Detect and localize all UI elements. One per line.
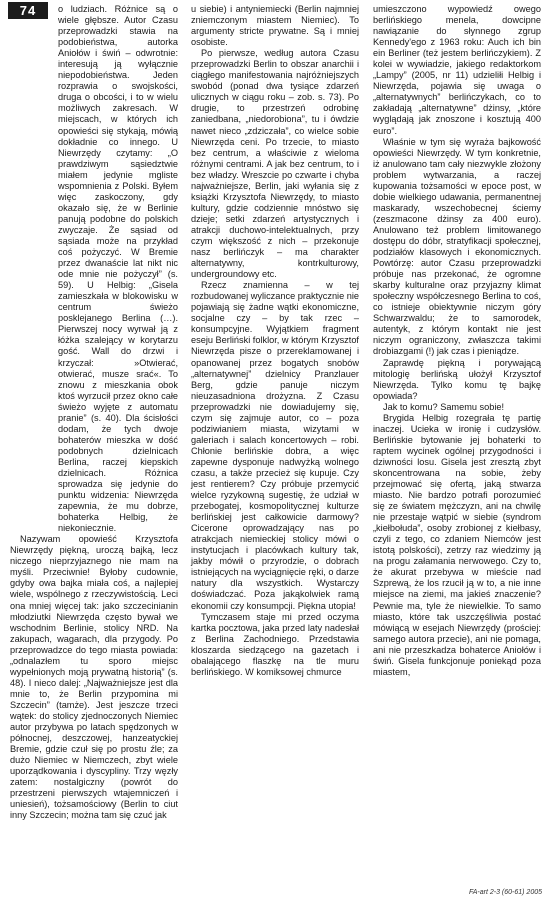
paragraph: Właśnie w tym się wyraża bajkowość opowieści Niewrzędy. W tym konkretnie, iż anulowano tam cały niezwykle złożony problem wytwarzania, a raczej kupowania tożsamości w epoce post, w dobie wielkiego udawania, permanentnej maskarady, wszechobecnej ściemy (zeszmacone dżinsy za 400 euro). Anulowano też problem limitowanego dostępu do dóbr, stratyfikacji społecznej, podziałów klasowych i ekonomicznych. Powtórzę: autor Czasu przeprowadzki próbuje nas przekonać, że ogromne skarby kulturalne oraz przyjazny klimat społeczny współczesnego Berlina to coś, co istnieje obiektywnie niczym góry Schwarzwaldu; że to samorodek, autentyk, z którym kontakt nie jest niczym ograniczony, zwłaszcza takimi drobiazgami (!) jak czas i pieniądze.: [373, 136, 541, 357]
paragraph: Rzecz znamienna – w tej rozbudowanej wyliczance praktycznie nie pojawiają się żadne wątki ekonomiczne, socjalne czy – by tak rzec – konsumpcyjne. Wyjątkiem fragment eseju Berliński folklor, w którym Krzysztof Niewrzęda pisze o przereklamowanej i opanowanej przez bogatych snobów „alternatywnej” dzielnicy Pranzlauer Berg, gdzie panuje niczym nieuzasadniona drożyzna. Z Czasu przeprowadzki nie dowiadujemy się, czym się zajmuje autor, co – poza podziwianiem miasta, wizytami w galeriach i salach koncertowych – robi. Chłonie berlińskie dobra, a więc zapewne dysponuje nadwyżką wolnego czasu, a także przecież się kupuje. Czy jest rentierem? Czy próbuje przemycić wielce ryzykowną sugestię, że udział w przebogatej, kosmopolitycznej kulturze berlińskiej jest całkowicie darmowy? Cicerone oprowadzający nas po atrakcjach niemieckiej stolicy mówi o instytucjach i placówkach kultury tak, jakby mówił o przyrodzie, o dobrach istniejących na wyciągnięcie ręki, o darze natury dla wszystkich. Wystarczy doświadczać. Poza jakąkolwiek ramą ekonomii czy konsumpcji. Piękna utopia!: [191, 280, 360, 611]
text-column-2: [191, 4, 359, 678]
page-number: 74: [8, 2, 48, 19]
paragraph: Brygida Helbig rozegrała tę partię inaczej. Ucieka w ironię i cudzysłów. Berlińskie bytowanie jej bohaterki to raptem wycinek ogólnej przygodności i dziwności losu. Gisela jest zresztą zbyt skoncentrowana na sobie, żeby przejmować się ofertą, jaką stwarza miasto. Nie bardzo potrafi porozumieć się ze światem mężczyzn, ani na chwilę nie przestaje wątpić w siebie (syndrom „kiełbołuda”, osoby zrobionej z kiełbasy, czyli z tego, co zdaniem Niemców jest istotą polskości), zetrzy raz wiedzimy ją na progu załamania nerwowego. Czy to, że akurat przebywa w mieście nad Szprewą, że los rzucił ją w to, a nie inne miejsce na ziemi, ma jakieś znaczenie? Pewnie ma, tyle że niewielkie. To samo miasto, które tak uszczęśliwia postać mówiącą w esejach Niewrzędy (prościej: samego autora przecie), ani nie pomaga, ani nie przeszkadza bohaterce Aniołów i świń. Gisela funkcjonuje poniekąd poza miastem,: [373, 412, 541, 677]
paragraph: Jak to komu? Samemu sobie!: [383, 401, 505, 412]
text-column-1: [10, 4, 178, 821]
paragraph: u siebie) i antyniemiecki (Berlin najmniej zniemczonym miastem Niemiec). To argumenty stricte prywatne. Są i mniej osobiste.: [191, 4, 359, 48]
paragraph: Po pierwsze, według autora Czasu przeprowadzki Berlin to obszar anarchii i ciągłego manifestowania najróżniejszych swobód (ponad dwa tysiące zdarzeń ulicznych w ciągu roku – zob. s. 73). Po drugie, to przestrzeń odrobinę zaniedbana, „niedorobiona”, tu i ówdzie nawet nieco „zdziczała”, co wielce sobie Niewrzęda ceni. Po trzecie, to miasto bez centrum, a właściwie z wieloma różnymi centrami. A jak bez centrum, to i bez władzy. Wreszcie po czwarte i chyba najważniejsze, Berlin, jaki wyłania się z książki Krzysztofa Niewrzędy, to miasto kultury, gdzie codziennie mnóstwo się dzieje; setki zdarzeń artystycznych i atrakcji duchowo-intelektualnych, przy czym większość z nich – przekonuje nasz berlińczyk – ma charakter alternatywny, kontrkulturowy, undergroundowy etc.: [191, 48, 359, 280]
paragraph: Zaprawdę piękną i porywającą mitologię berlińską ułożył Krzysztof Niewrzęda. Tylko komu tę bajkę opowiada?: [373, 357, 541, 401]
paragraph: umieszczono wypowiedź owego berlińskiego menela, dowcipne nawiązanie do słynnego zgrup Kennedy'ego z 1963 roku: Auch ich bin ein Berliner (też jestem berlińczykiem). Z kolei w wywiadzie, jakiego redaktorkom „Lampy” (2005, nr 11) udzieliłi Helbig i Niewrzęda, pojawia się uwaga o „alternatywnych” berlińczykach, co to zakładają „alternatywne” dżinsy, „które wyglądają jak znoszone i kosztują 400 euro”.: [373, 4, 541, 136]
paragraph: o ludziach. Różnice są o wiele głębsze. Autor Czasu przeprowadzki stawia na podobieństwa, autorka Aniołów i świń – odwrotnie: interesują ją wyłącznie niepodobieństwa. Jeden rozprawia o swojskości, druga o obcości, i to w wielu możliwych zakresach. W miejscach, w których ich opowieści się stykają, mówią dokładnie co innego. U Niewrzędy czytamy: „O prawdziwym sąsiedztwie miałem jedynie mgliste wspomnienia z Polski. Byłem więc zaskoczony, gdy okazało się, że w Berlinie panują podobne do polskich zwyczaje. Że sąsiad od sąsiada może na przykład coś pożyczyć. W Bremie przez dwanaście lat nikt nic ode mnie nie pożyczył” (s. 59). U Helbig: „Gisela zamieszkała w blokowisku w centrum świeżo posklejanego Berlina (…). Pierwszej nocy wyrwał ją z łóżka szalejący w korytarzu gość. Wall do drzwi i krzyczał: »Otwierać, otwierać, musze srać«. To znowu z mieszkania obok ktoś wyrzucił przez okno całe świeżo wyjęte z automatu pranie” (s. 40). Dla ścisłości dodam, że tych dwoje bohaterów mieszka w dość podobnych dzielnicach Berlina, raczej kiepskich dzielnicach. Różnica sprowadza się jedynie do punktu widzenia: Niewrzęda zapewnia, że mu dobrze, bohaterka Helbig, że niekoniecznie.: [58, 4, 178, 534]
paragraph: Nazywam opowieść Krzysztofa Niewrzędy piękną, uroczą bajką, lecz niczego nieprzyjaznego nie mam na myśli. Przeciwnie! Byłoby cudownie, gdyby owa bajka miała coś, a najlepiej wiele, wspólnego z rzeczywistością. Leci ona mniej więcej tak: jako szczecinianin młodziutki Niewrzęda często bywał we wschodnim Berlinie, stolicy NRD. Na zakupach, wagarach, dla przygody. Po przeprowadzce do tego miasta powiada: „odnalazłem tu sporo miejsc wypełnionych moją prywatną historią” (s. 48). I nieco dalej: „Najważniejsze jest dla mnie to, że Berlin przypomina mi Szczecin” (tamże). Jest jeszcze trzeci wątek: do stolicy zjednoczonych Niemiec autor przybywa po latach spędzonych w północnej, deszczowej, hanzeatyckiej Bremie, gdzie czuł się po prostu źle; za dużo Niemiec w Niemczech, zbyt wiele uporządkowania i dyscypliny. Trzy węzły zatem: nostalgiczny (powrót do przestrzeni pierwszych wtajemniczeń i uniesień), tożsamościowy (Berlin to ciut inny Szczecin; można tam się czuć jak: [10, 534, 178, 821]
page-footer: FA-art 2-3 (60-61) 2005: [468, 889, 542, 896]
paragraph: Tymczasem staje mi przed oczyma kartka pocztowa, jaka przed laty nadesłał z Berlina Zachodniego. Przedstawia kloszarda siedzącego na gazetach i obalającego flaszkę na tle muru berlińskiego. W komiksowej chmurce: [191, 611, 359, 677]
text-column-3: [373, 4, 541, 678]
